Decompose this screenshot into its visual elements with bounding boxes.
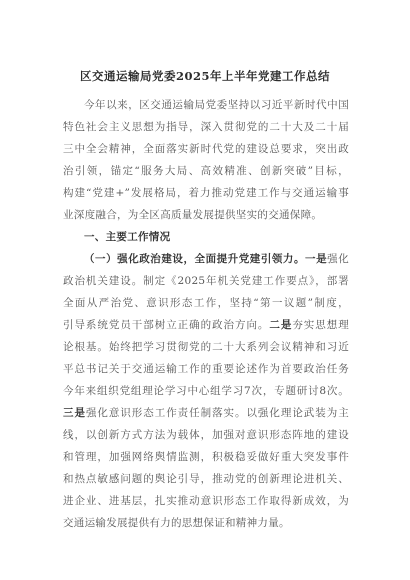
- paragraph-line: 论根基。始终把学习贯彻党的二十大系列会议精神和习近: [63, 341, 349, 353]
- document-title: 区交通运输局党委2025年上半年党建工作总结: [79, 69, 330, 83]
- paragraph-line: 和管理，加强网络舆情监测，积极稳妥做好重大突发事件: [63, 451, 349, 463]
- paragraph-line: 今年来组织党组理论学习中心组学习7次，专题研讨8次。: [63, 385, 349, 397]
- paragraph-line: 政治机关建设。制定《2025年机关党建工作要点》，部署: [63, 275, 349, 287]
- paragraph-text: 强化意识形态工作责任制落实。以强化理论武装为主: [85, 407, 349, 419]
- section-heading: 一、主要工作情况: [84, 231, 171, 243]
- intro-line: 特色社会主义思想为指导，深入贯彻党的二十大及二十届: [63, 121, 349, 133]
- lead-phrase: 一是: [305, 253, 328, 265]
- paragraph-line: 进企业、进基层，扎实推动意识形态工作取得新成效，为: [63, 495, 349, 507]
- paragraph-line: [63, 406, 349, 420]
- paragraph-text: 夯实思想理: [292, 319, 349, 331]
- paragraph-line: 和热点敏感问题的舆论引导，推动党的创新理论进机关、: [63, 473, 349, 485]
- paragraph-line: 交通运输发展提供有力的思想保证和精神力量。: [63, 517, 290, 529]
- intro-line: 构建“党建+”发展格局，着力推动党建工作与交通运输事: [63, 187, 349, 199]
- paragraph-line: 全面从严治党、意识形态工作，坚持“第一议题”制度，: [63, 297, 349, 309]
- intro-line: 治引领，锚定“服务大局、高效精准、创新突破”目标，: [63, 165, 349, 177]
- lead-phrase: 三是: [63, 407, 86, 419]
- paragraph-text: 引导系统党员干部树立正确的政治方向。: [63, 319, 270, 331]
- intro-line: 三中全会精神，全面落实新时代党的建设总要求，突出政: [63, 143, 349, 155]
- paragraph-line: [63, 318, 349, 332]
- intro-line: 今年以来，区交通运输局党委坚持以习近平新时代中国: [84, 99, 349, 111]
- paragraph-text: 强化: [327, 253, 349, 265]
- intro-line: 业深度融合，为全区高质量发展提供坚实的交通保障。: [63, 209, 323, 221]
- paragraph-line: 平总书记关于交通运输工作的重要论述作为首要政治任务: [63, 363, 349, 375]
- paragraph-line: [84, 252, 349, 266]
- sub-heading: （一）强化政治建设，全面提升党建引领力。: [84, 253, 306, 265]
- paragraph-line: 线，以创新方式方法为载体，加强对意识形态阵地的建设: [63, 429, 349, 441]
- lead-phrase: 二是: [269, 319, 293, 331]
